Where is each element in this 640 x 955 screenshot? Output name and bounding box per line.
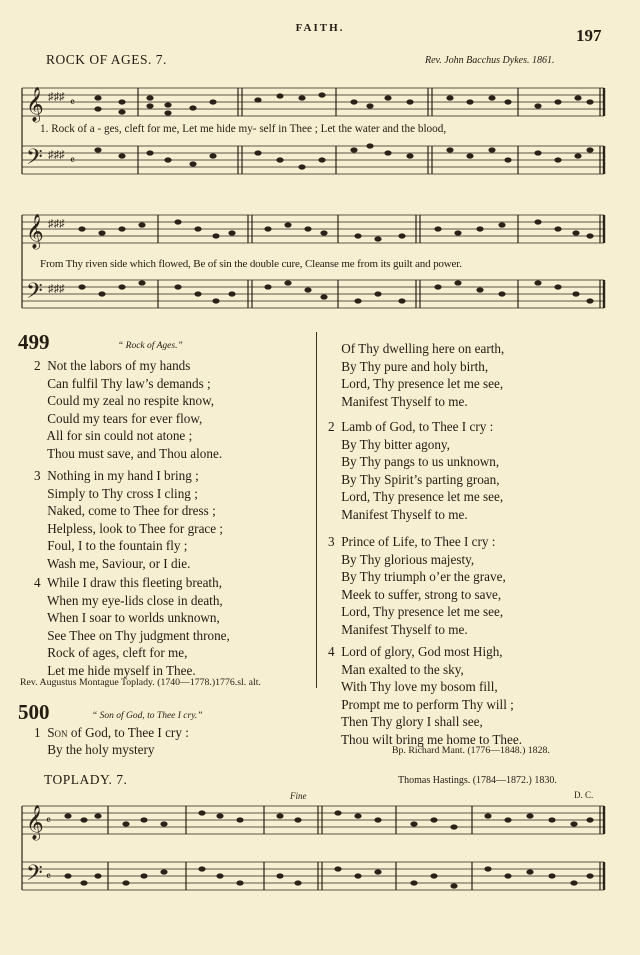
svg-text:𝄢: 𝄢	[26, 861, 43, 890]
running-header: FAITH.	[295, 22, 345, 34]
music-system-1	[18, 80, 608, 190]
hymn-title-500: “ Son of God, to Thee I cry.”	[92, 711, 203, 721]
bass-staff-1	[22, 146, 604, 174]
svg-text:𝄞: 𝄞	[26, 215, 44, 248]
treble-staff-3	[22, 806, 604, 834]
svg-text:♯♯♯: ♯♯♯	[48, 283, 65, 295]
svg-text:𝄢: 𝄢	[26, 279, 43, 308]
hymn-500-verse-3: 3 Prince of Life, to Thee I cry : By Thy glorious majesty, By Thy triumph o’er the grave, Meek to suffer, strong to save, Lord, Thy presence let me see, Manifest Thyself to me.	[328, 534, 506, 637]
column-divider	[316, 332, 317, 688]
hymn-500-verse-2: 2 Lamb of God, to Thee I cry : By Thy bitter agony, By Thy pangs to us unknown, By Thy Spirit’s parting groan, Lord, Thy presence let me see, Manifest Thyself to me.	[328, 419, 504, 522]
composer-hastings: Thomas Hastings. (1784—1872.) 1830.	[398, 775, 557, 786]
hymn-499-verse-3: 3 Nothing in my hand I bring ; Simply to Thy cross I cling ; Naked, come to Thee for dress ; Helpless, look to Thee for grace ; Foul, I to the fountain fly ; Wash me, Saviour, or I die.	[34, 468, 224, 571]
tune-name-rock-of-ages: ROCK OF AGES. 7.	[46, 52, 167, 67]
hymn-title-499: “ Rock of Ages.”	[118, 341, 183, 351]
bass-staff-3	[22, 862, 604, 890]
hymn-500-verse-1-line-1	[34, 724, 189, 742]
svg-text:♯♯♯: ♯♯♯	[48, 218, 65, 230]
hymn-number-499: 499	[18, 330, 50, 354]
hymn-500-verse-1-cont: Of Thy dwelling here on earth, By Thy pure and holy birth, Lord, Thy presence let me see, Manifest Thyself to me.	[341, 341, 505, 409]
lyric-line-1: 1. Rock of a - ges, cleft for me, Let me hide my- self in Thee ; Let the water and the blood,	[40, 123, 447, 135]
verse-line-rest: of God, to Thee I cry :	[67, 725, 189, 740]
hymn-499-verse-2: 2 Not the labors of my hands Can fulfil Thy law’s demands ; Could my zeal no respite know, Could my tears for ever flow, All for sin could not atone ; Thou must save, and Thou alone.	[34, 358, 223, 461]
verse-first-word: Son	[47, 725, 68, 740]
svg-text:𝄞: 𝄞	[26, 88, 44, 121]
hymn-500-attribution: Bp. Richard Mant. (1776—1848.) 1828.	[392, 745, 550, 756]
dc-marking: D. C.	[574, 790, 594, 800]
hymn-number-500: 500	[18, 700, 50, 724]
composer-dykes: Rev. John Bacchus Dykes. 1861.	[425, 55, 555, 66]
svg-text:♯♯♯: ♯♯♯	[48, 149, 65, 161]
page-number: 197	[576, 26, 602, 45]
lyric-line-2: From Thy riven side which flowed, Be of sin the double cure, Cleanse me from its guilt and power.	[40, 258, 462, 270]
svg-text:𝄴: 𝄴	[46, 815, 51, 827]
bass-staff-2	[22, 280, 604, 308]
treble-staff-2	[22, 215, 604, 243]
svg-text:𝄞: 𝄞	[26, 806, 44, 839]
hymn-499-verse-4: 4 While I draw this fleeting breath, When my eye-lids close in death, When I soar to worlds unknown, See Thee on Thy judgment throne, Rock of ages, cleft for me, Let me hide myself in Thee.	[34, 575, 230, 678]
svg-text:𝄴: 𝄴	[70, 155, 75, 167]
svg-text:𝄴: 𝄴	[46, 871, 51, 883]
verse-number: 1	[34, 725, 48, 740]
fine-marking: Fine	[290, 791, 307, 801]
treble-staff-1	[22, 88, 604, 116]
hymn-499-attribution: Rev. Augustus Montague Toplady. (1740—1778.)1776.sl. alt.	[20, 677, 261, 688]
svg-text:♯♯♯: ♯♯♯	[48, 91, 65, 103]
hymn-500-verse-1-line-2: By the holy mystery	[34, 742, 155, 757]
tune-name-toplady: TOPLADY. 7.	[44, 772, 128, 787]
hymn-500-verse-4: 4 Lord of glory, God most High, Man exalted to the sky, With Thy love my bosom fill, Prompt me to perform Thy will ; Then Thy glory I shall see, Thou wilt bring me home to Thee.	[328, 644, 523, 747]
svg-text:𝄢: 𝄢	[26, 145, 43, 174]
svg-text:𝄴: 𝄴	[70, 97, 75, 109]
music-system-3	[18, 800, 608, 900]
